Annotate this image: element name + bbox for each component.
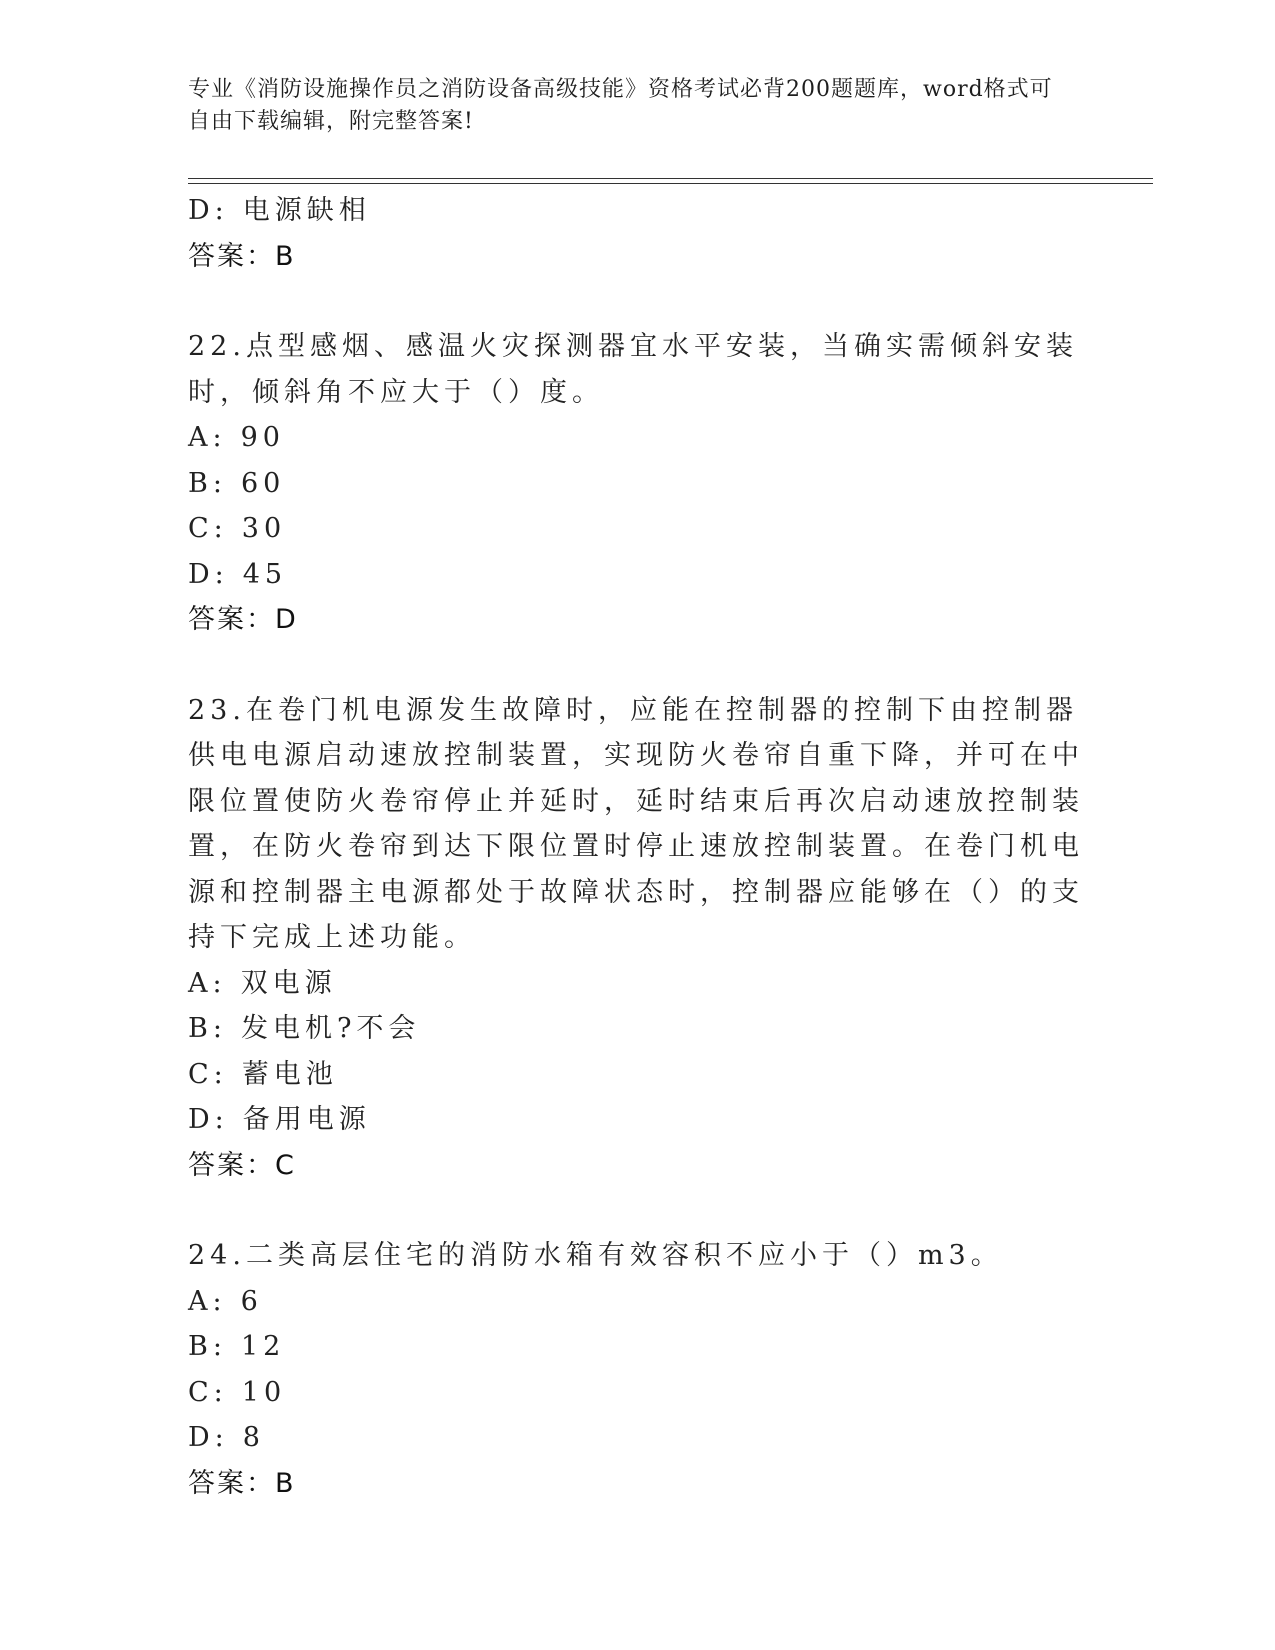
answer-line: 答案：D	[188, 604, 298, 635]
option-c	[188, 1052, 1088, 1098]
option-label: D:	[188, 195, 229, 226]
option-label: C:	[188, 513, 228, 544]
option-label: B:	[188, 467, 227, 499]
option-label: A:	[188, 422, 227, 453]
option-value: 45	[242, 558, 288, 590]
partial-question	[188, 188, 1088, 279]
option-value: 蓄电池	[241, 1058, 338, 1090]
option-value: 6	[240, 1285, 263, 1317]
option-b	[188, 461, 1088, 507]
question-text: 24.二类高层住宅的消防水箱有效容积不应小于（）m3。	[188, 1240, 1003, 1271]
question-list	[188, 188, 1088, 1506]
answer-line: 答案：B	[188, 1467, 296, 1499]
option-c	[188, 1370, 1088, 1416]
option-label: B:	[188, 1013, 227, 1044]
option-b	[188, 1324, 1088, 1370]
question-24	[188, 1233, 1088, 1506]
option-value: 30	[241, 513, 287, 544]
option-value: 60	[240, 467, 286, 499]
option-value: 电源缺相	[242, 195, 371, 226]
option-value: 备用电源	[242, 1104, 371, 1135]
answer-line: 答案：B	[188, 240, 296, 272]
answer-line: 答案：C	[188, 1149, 296, 1181]
option-a	[188, 415, 1088, 461]
option-label: B:	[188, 1331, 227, 1362]
option-label: C:	[188, 1376, 228, 1408]
option-label: D:	[188, 558, 229, 590]
question-text: 22.点型感烟、感温火灾探测器宜水平安装，当确实需倾斜安装时，倾斜角不应大于（）度。	[188, 331, 1078, 408]
option-label: A:	[188, 967, 227, 999]
question-22	[188, 324, 1088, 643]
document-header: 专业《消防设施操作员之消防设备高级技能》资格考试必背200题题库，word格式可自由下载编辑，附完整答案!	[188, 77, 1053, 134]
option-d	[188, 188, 1088, 234]
question-text: 23.在卷门机电源发生故障时，应能在控制器的控制下由控制器供电电源启动速放控制装置，实现防火卷帘自重下降，并可在中限位置使防火卷帘停止并延时，延时结束后再次启动速放控制装置，在防火卷帘到达下限位置时停止速放控制装置。在卷门机电源和控制器主电源都处于故障状态时，控制器应能够在（）的支持下完成上述功能。	[188, 694, 1084, 953]
option-c	[188, 506, 1088, 552]
option-value: 8	[242, 1422, 265, 1453]
option-a	[188, 961, 1088, 1007]
option-value: 90	[240, 422, 285, 453]
option-label: C:	[188, 1058, 228, 1090]
option-label: D:	[188, 1104, 229, 1135]
option-b	[188, 1006, 1088, 1052]
option-a	[188, 1279, 1088, 1325]
option-d	[188, 552, 1088, 598]
header-divider-top	[188, 178, 1153, 179]
option-d	[188, 1097, 1088, 1143]
option-value: 12	[240, 1331, 286, 1362]
option-d	[188, 1415, 1088, 1461]
option-label: A:	[188, 1285, 227, 1317]
option-value: 发电机?不会	[240, 1013, 421, 1044]
header-divider-bottom	[188, 183, 1153, 184]
option-value: 双电源	[240, 967, 337, 999]
option-label: D:	[188, 1422, 229, 1453]
option-value: 10	[241, 1376, 287, 1408]
question-23	[188, 688, 1088, 1189]
